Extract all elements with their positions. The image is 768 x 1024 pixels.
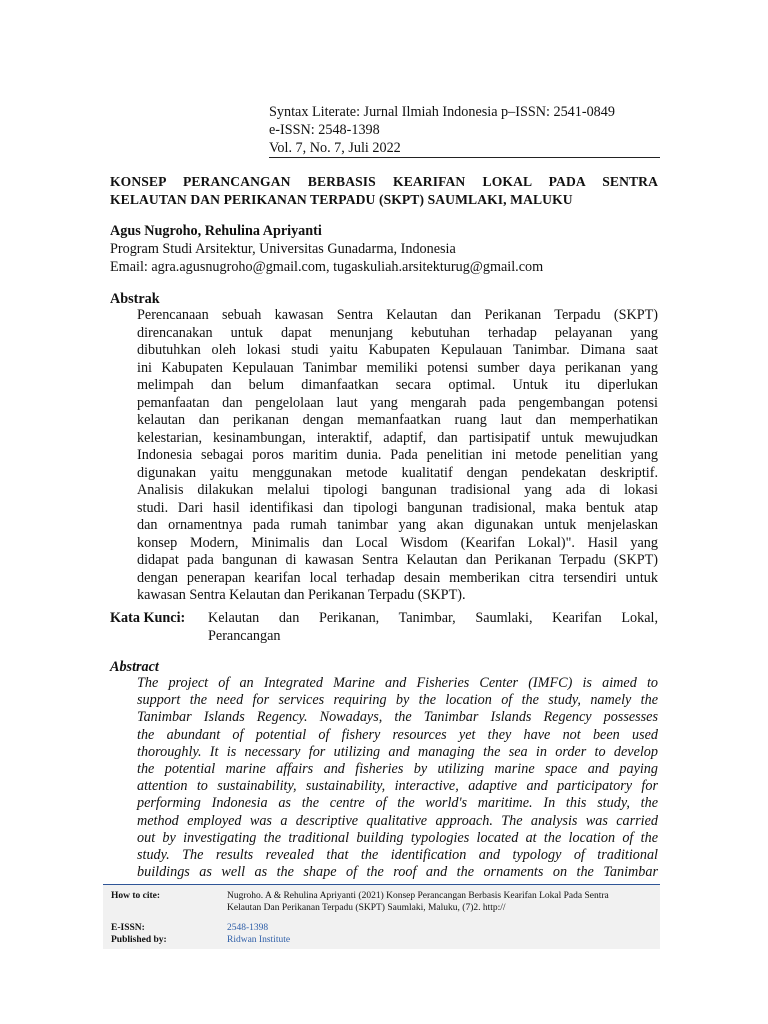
keywords-line: Kelautan dan Perikanan, Tanimbar, Saumlaki, Kearifan Lokal, xyxy=(208,610,658,626)
publisher-link[interactable]: Ridwan Institute xyxy=(227,935,291,945)
paper-title xyxy=(110,173,658,208)
abstrak-line: dibutuhkan oleh lokasi studi yaitu Kabupaten Kepulauan Tanimbar. Dimana saat xyxy=(137,342,658,358)
abstract-body xyxy=(137,675,658,881)
journal-header xyxy=(269,103,659,157)
abstract-line: buildings as well as the shape of the roof and the ornaments on the Tanimbar xyxy=(137,864,658,881)
abstrak-body xyxy=(137,307,658,605)
abstrak-line: Analisis dilakukan melalui tipologi bangunan tradisional yang ada di lokasi xyxy=(137,482,658,498)
keywords-text xyxy=(208,609,658,645)
abstrak-line: kelestarian, kesinambungan, interaktif, adaptif, dan partisipatif untuk mewujudkan xyxy=(137,429,658,446)
author-names: Agus Nugroho, Rehulina Apriyanti xyxy=(110,223,322,239)
author-affiliation: Program Studi Arsitektur, Universitas Gunadarma, Indonesia xyxy=(110,241,456,257)
publisher-label: Published by: xyxy=(111,935,167,945)
abstrak-line: digunakan yaitu menggunakan metode kualitatif dengan pendekatan deskriptif. xyxy=(137,464,658,481)
header-divider xyxy=(269,157,660,158)
abstrak-line: direncanakan untuk dapat menunjang kebutuhan terhadap pelayanan yang xyxy=(137,324,658,341)
abstrak-line: konsep Modern, Minimalis dan Local Wisdom (Kearifan Lokal)". Hasil yang xyxy=(137,534,658,551)
abstrak-line: pemanfaatan dan pengelolaan laut yang mengarah pada pengembangan potensi xyxy=(137,394,658,411)
abstrak-line: dengan penerapan kearifan local terhadap desain memberikan citra tersendiri untuk xyxy=(137,569,658,586)
journal-eissn-line: e-ISSN: 2548-1398 xyxy=(269,122,380,138)
abstrak-line: Perencanaan sebuah kawasan Sentra Kelautan dan Perikanan Terpadu (SKPT) xyxy=(137,307,658,323)
how-to-cite-label: How to cite: xyxy=(111,891,161,901)
author-email: Email: agra.agusnugroho@gmail.com, tugaskuliah.arsitekturug@gmail.com xyxy=(110,259,544,275)
abstract-line: The project of an Integrated Marine and Fisheries Center (IMFC) is aimed to xyxy=(137,675,658,691)
citation-box xyxy=(103,884,660,949)
abstrak-line: kelautan dan perikanan dengan memanfaatkan ruang laut dan memperhatikan xyxy=(137,412,658,428)
abstrak-line: dan ornamentnya pada rumah tanimbar yang akan digunakan untuk menjelaskan xyxy=(137,517,658,533)
journal-volume-line: Vol. 7, No. 7, Juli 2022 xyxy=(269,140,401,156)
abstract-line: the abundant of potential of fishery resources yet they have not been used xyxy=(137,726,658,743)
abstract-line: performing Indonesia as the centre of the world's maritime. In this study, the xyxy=(137,795,658,812)
eissn-link[interactable]: 2548-1398 xyxy=(227,923,269,933)
how-to-cite-text: Nugroho. A & Rehulina Apriyanti (2021) Konsep Perancangan Berbasis Kearifan Lokal Pada Sentra xyxy=(227,891,609,901)
journal-name-line: Syntax Literate: Jurnal Ilmiah Indonesia p–ISSN: 2541-0849 xyxy=(269,104,615,120)
abstract-line: out by investigating the traditional building typologies located at the location of the xyxy=(137,829,658,846)
abstrak-line: kawasan Sentra Kelautan dan Perikanan Terpadu (SKPT). xyxy=(137,587,466,603)
abstract-line: attention to sustainability, sustainability, interactive, adaptive and participatory for xyxy=(137,778,658,795)
keywords-line: Perancangan xyxy=(208,628,281,644)
abstract-line: method employed was a descriptive qualitative approach. The analysis was carried xyxy=(137,812,658,829)
abstract-line: thoroughly. It is necessary for utilizing and managing the sea in order to develop xyxy=(137,743,658,760)
how-to-cite-text: Kelautan Dan Perikanan Terpadu (SKPT) Saumlaki, Maluku, (7)2. http:// xyxy=(227,903,506,913)
abstrak-line: melimpah dan belum dimanfaatkan secara optimal. Untuk itu diperlukan xyxy=(137,377,658,393)
abstract-line: Tanimbar Islands Regency. Nowadays, the Tanimbar Islands Regency possesses xyxy=(137,709,658,726)
abstrak-line: ini Kabupaten Kepulauan Tanimbar memiliki potensi sumber daya perikanan yang xyxy=(137,359,658,376)
abstract-line: study. The results revealed that the identification and typology of traditional xyxy=(137,847,658,864)
abstract-line: the potential marine affairs and fisheries by utilizing marine space and paying xyxy=(137,761,658,778)
title-line: KELAUTAN DAN PERIKANAN TERPADU (SKPT) SAUMLAKI, MALUKU xyxy=(110,191,573,207)
abstrak-heading: Abstrak xyxy=(110,291,160,307)
abstrak-line: studi. Dari hasil identifikasi dan tipologi bangunan tradisional, maka bentuk atap xyxy=(137,499,658,516)
abstract-line: support the need for services requiring by the location of the study, namely the xyxy=(137,692,658,709)
title-line: KONSEP PERANCANGAN BERBASIS KEARIFAN LOKAL PADA SENTRA xyxy=(110,174,658,189)
keywords-label: Kata Kunci: xyxy=(110,610,186,626)
abstrak-line: Indonesia sebagai poros maritim dunia. Pada penelitian ini metode penelitian yang xyxy=(137,447,658,463)
abstrak-line: didapat pada bangunan di kawasan Sentra Kelautan dan Perikanan Terpadu (SKPT) xyxy=(137,552,658,568)
eissn-label: E-ISSN: xyxy=(111,923,145,933)
abstract-heading: Abstract xyxy=(110,659,159,675)
